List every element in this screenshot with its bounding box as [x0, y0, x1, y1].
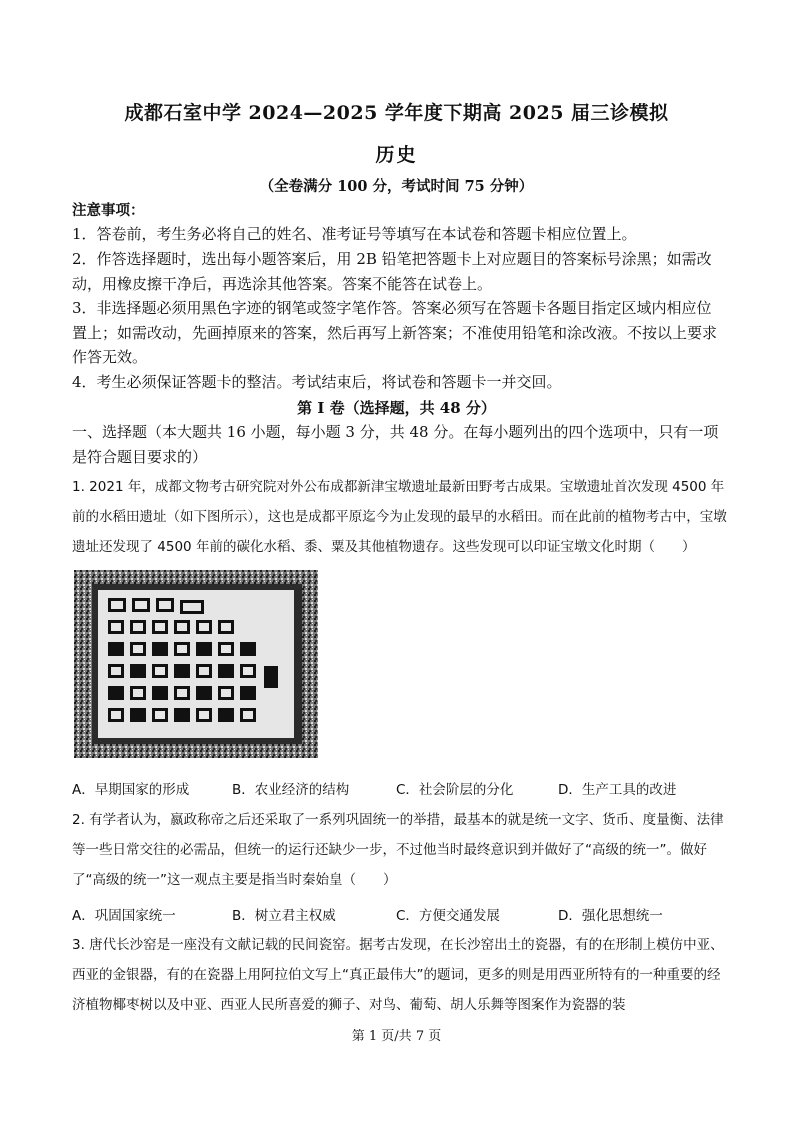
question-2-stem: 2. 有学者认为，嬴政称帝之后还采取了一系列巩固统一的举措，最基本的就是统一文字、货币、度量衡、法律等一些日常交往的必需品，但统一的运行还缺少一步，不过他当时最终意识到并做好了“高级的统一”。做好了“高级的统一”这一观点主要是指当时秦始皇（ ）: [72, 812, 724, 888]
question-1-option-d[interactable]: D．生产工具的改进: [558, 782, 677, 798]
note-item-3: 3．非选择题必须用黑色字迹的钢笔或签字笔作答。答案必须写在答题卡各题目指定区域内相应位置上；如需改动，先画掉原来的答案，然后再写上新答案；不准使用铅笔和涂改液。不按以上要求作答无效。: [72, 299, 718, 366]
score-info: （全卷满分 100 分，考试时间 75 分钟）: [259, 178, 534, 195]
note-item-4: 4．考生必须保证答题卡的整洁。考试结束后，将试卷和答题卡一并交回。: [72, 373, 562, 391]
question-1-option-c[interactable]: C．社会阶层的分化: [396, 782, 514, 798]
question-1-stem: 1. 2021 年，成都文物考古研究院对外公布成都新津宝墩遗址最新田野考古成果。宝墩遗址首次发现 4500 年前的水稻田遗址（如下图所示），这也是成都平原迄今为止发现的最早的水稻田。而在此前的植物考古中，宝墩遗址还发现了 4500 年前的碳化水稻、黍、粟及其他植物遗存。这些发现可以印证宝墩文化时期（ ）: [72, 479, 727, 555]
subject-title: 历史: [375, 144, 418, 166]
question-1-options: [72, 778, 722, 798]
question-3-stem: 3. 唐代长沙窑是一座没有文献记载的民间瓷窑。据考古发现，在长沙窑出土的瓷器，有的在形制上模仿中亚、西亚的金银器，有的在瓷器上用阿拉伯文写上“真正最伟大”的题词，更多的则是用西亚所特有的一种重要的经济植物椰枣树以及中亚、西亚人民所喜爱的狮子、对鸟、葡萄、胡人乐舞等图案作为瓷器的装: [72, 937, 724, 1013]
note-item-1: 1．答卷前，考生务必将自己的姓名、准考证号等填写在本试卷和答题卡相应位置上。: [72, 225, 637, 243]
note-item-2: 2．作答选择题时，选出每小题答案后，用 2B 铅笔把答题卡上对应题目的答案标号涂黑；如需改动，用橡皮擦干净后，再选涂其他答案。答案不能答在试卷上。: [72, 250, 712, 293]
question-1-option-a[interactable]: A．早期国家的形成: [72, 782, 190, 798]
question-2-option-a[interactable]: A．巩固国家统一: [72, 908, 176, 924]
question-2-option-c[interactable]: C．方便交通发展: [396, 908, 500, 924]
notes-heading: 注意事项：: [72, 202, 145, 219]
question-2-option-b[interactable]: B．树立君主权威: [232, 908, 336, 924]
question-1-option-b[interactable]: B．农业经济的结构: [232, 782, 350, 798]
question-2-options: [72, 904, 722, 924]
section-title: 第 I 卷（选择题，共 48 分）: [297, 399, 496, 417]
exam-title: 成都石室中学 2024—2025 学年度下期高 2025 届三诊模拟: [124, 102, 669, 124]
section-instruction: 一、选择题（本大题共 16 小题，每小题 3 分，共 48 分。在每小题列出的四个选项中，只有一项是符合题目要求的）: [72, 423, 719, 466]
question-2-option-d[interactable]: D．强化思想统一: [558, 908, 663, 924]
rice-paddy-site-photo: [74, 570, 318, 758]
rice-paddy-site-illustration: [74, 570, 318, 758]
page-number: 第 1 页/共 7 页: [351, 1029, 442, 1044]
